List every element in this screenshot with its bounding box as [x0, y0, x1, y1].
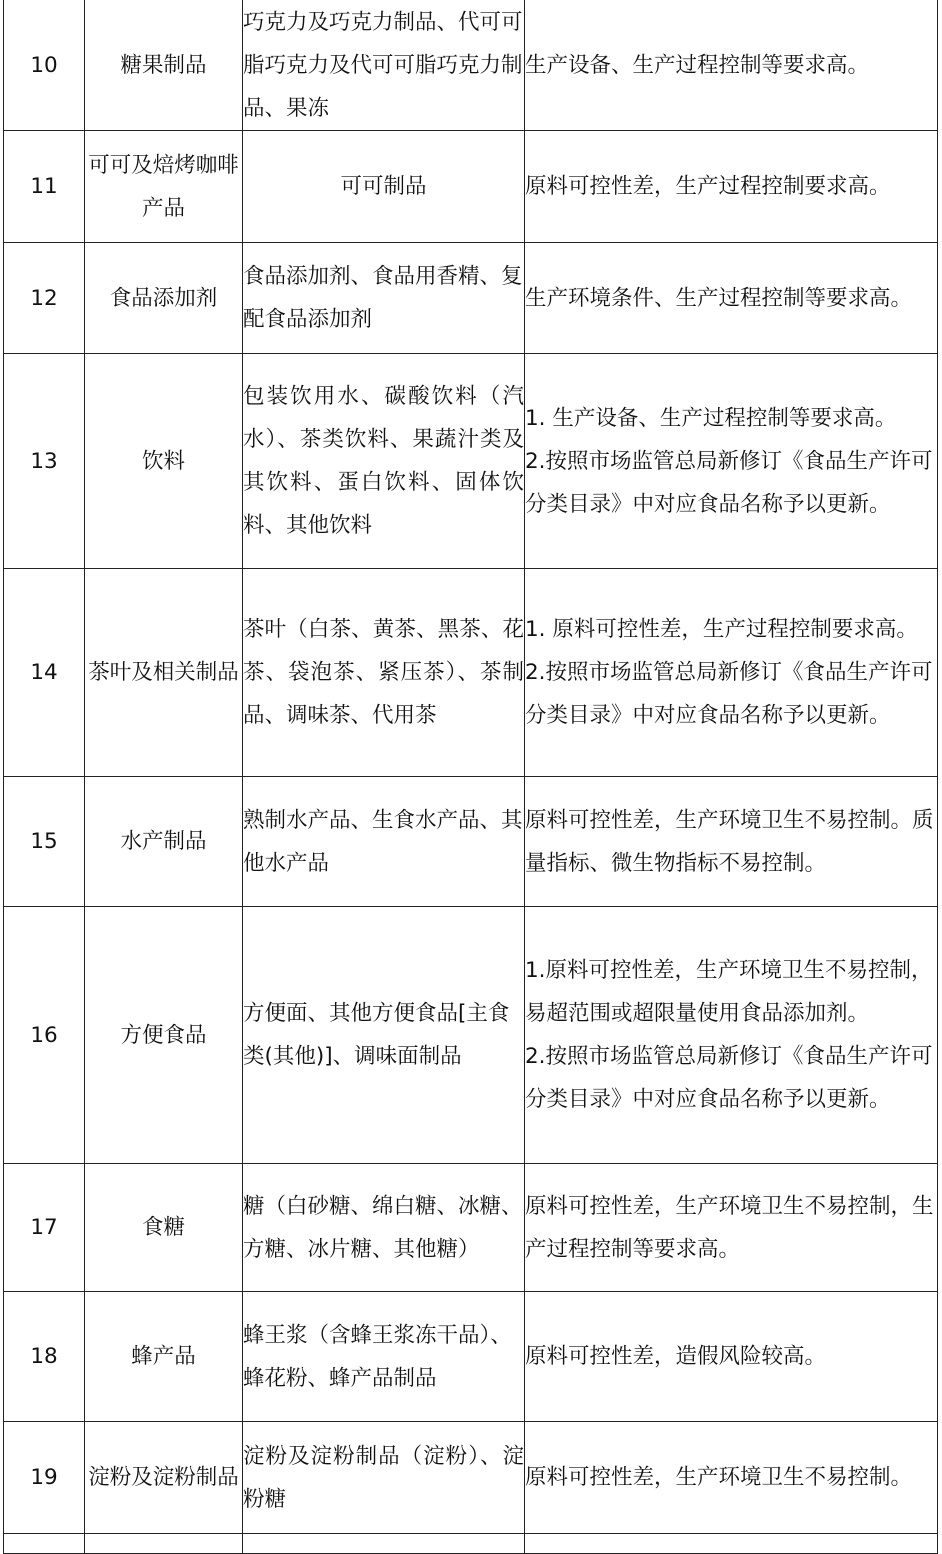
- category-cell: 茶叶及相关制品: [85, 569, 243, 777]
- reason-line: 原料可控性差，生产环境卫生不易控制。质量指标、微生物指标不易控制。: [525, 807, 934, 876]
- table-row: [4, 569, 938, 777]
- table-row: [4, 1164, 938, 1292]
- row-number: 15: [4, 777, 85, 907]
- table-row: [4, 0, 938, 131]
- reason-cell: [525, 907, 938, 1164]
- category-cell: 食糖: [85, 1164, 243, 1292]
- reason-line: 1. 生产设备、生产过程控制等要求高。: [525, 405, 897, 431]
- reason-line: 原料可控性差，造假风险较高。: [525, 1344, 827, 1369]
- reason-cell: [525, 131, 938, 243]
- reason-line: 生产设备、生产过程控制等要求高。: [525, 52, 870, 78]
- table-row: [4, 907, 938, 1164]
- reason-cell: [525, 354, 938, 569]
- reason-cell: [525, 1292, 938, 1422]
- row-number: 14: [4, 569, 85, 777]
- detail-cell: 巧克力及巧克力制品、代可可脂巧克力及代可可脂巧克力制品、果冻: [243, 0, 525, 131]
- detail-cell: 方便面、其他方便食品[主食类(其他)]、调味面制品: [243, 907, 525, 1164]
- row-number: 19: [4, 1422, 85, 1534]
- reason-cell: [525, 1422, 938, 1534]
- category-cell: 蜂产品: [85, 1292, 243, 1422]
- row-number: 10: [4, 0, 85, 131]
- detail-cell: 淀粉及淀粉制品（淀粉）、淀粉糖: [243, 1422, 525, 1534]
- reason-cell: [525, 0, 938, 131]
- detail-cell: 糖（白砂糖、绵白糖、冰糖、方糖、冰片糖、其他糖）: [243, 1164, 525, 1292]
- table-row: [4, 243, 938, 354]
- category-cell: 方便食品: [85, 907, 243, 1164]
- reason-cell: [525, 777, 938, 907]
- table-row: [4, 1292, 938, 1422]
- reason-cell: [525, 569, 938, 777]
- reason-line: 原料可控性差，生产过程控制要求高。: [525, 174, 891, 199]
- category-cell: 可可及焙烤咖啡产品: [85, 131, 243, 243]
- reason-cell: [525, 1164, 938, 1292]
- detail-cell: 可可制品: [243, 131, 525, 243]
- detail-cell: 茶叶（白茶、黄茶、黑茶、花茶、袋泡茶、紧压茶）、茶制品、调味茶、代用茶: [243, 569, 525, 777]
- category-cell: 淀粉及淀粉制品: [85, 1422, 243, 1534]
- reason-line: 1.原料可控性差，生产环境卫生不易控制，易超范围或超限量使用食品添加剂。: [525, 958, 933, 1026]
- table-row: [4, 131, 938, 243]
- reason-line: 生产环境条件、生产过程控制等要求高。: [525, 285, 913, 311]
- row-number: 17: [4, 1164, 85, 1292]
- food-category-table: [3, 0, 938, 1554]
- detail-cell: 包装饮用水、碳酸饮料（汽水）、茶类饮料、果蔬汁类及其饮料、蛋白饮料、固体饮料、其他饮料: [243, 354, 525, 569]
- reason-line: 1. 原料可控性差，生产过程控制要求高。: [525, 617, 918, 642]
- reason-line: 原料可控性差，生产环境卫生不易控制。: [525, 1465, 913, 1490]
- category-cell: 食品添加剂: [85, 243, 243, 354]
- row-number: 18: [4, 1292, 85, 1422]
- table-row: [4, 1422, 938, 1534]
- row-number: 12: [4, 243, 85, 354]
- row-number: 16: [4, 907, 85, 1164]
- reason-line: 2.按照市场监管总局新修订《食品生产许可分类目录》中对应食品名称予以更新。: [525, 660, 933, 728]
- category-cell: 水产制品: [85, 777, 243, 907]
- detail-cell: 食品添加剂、食品用香精、复配食品添加剂: [243, 243, 525, 354]
- table-row: [4, 354, 938, 569]
- reason-line: 2.按照市场监管总局新修订《食品生产许可分类目录》中对应食品名称予以更新。: [525, 448, 933, 517]
- reason-line: 2.按照市场监管总局新修订《食品生产许可分类目录》中对应食品名称予以更新。: [525, 1044, 933, 1112]
- row-number: 11: [4, 131, 85, 243]
- category-cell: 饮料: [85, 354, 243, 569]
- table-row: [4, 777, 938, 907]
- reason-line: 原料可控性差，生产环境卫生不易控制，生产过程控制等要求高。: [525, 1193, 934, 1262]
- detail-cell: 蜂王浆（含蜂王浆冻干品）、蜂花粉、蜂产品制品: [243, 1292, 525, 1422]
- category-cell: 糖果制品: [85, 0, 243, 131]
- detail-cell: 熟制水产品、生食水产品、其他水产品: [243, 777, 525, 907]
- row-number: 13: [4, 354, 85, 569]
- reason-cell: [525, 243, 938, 354]
